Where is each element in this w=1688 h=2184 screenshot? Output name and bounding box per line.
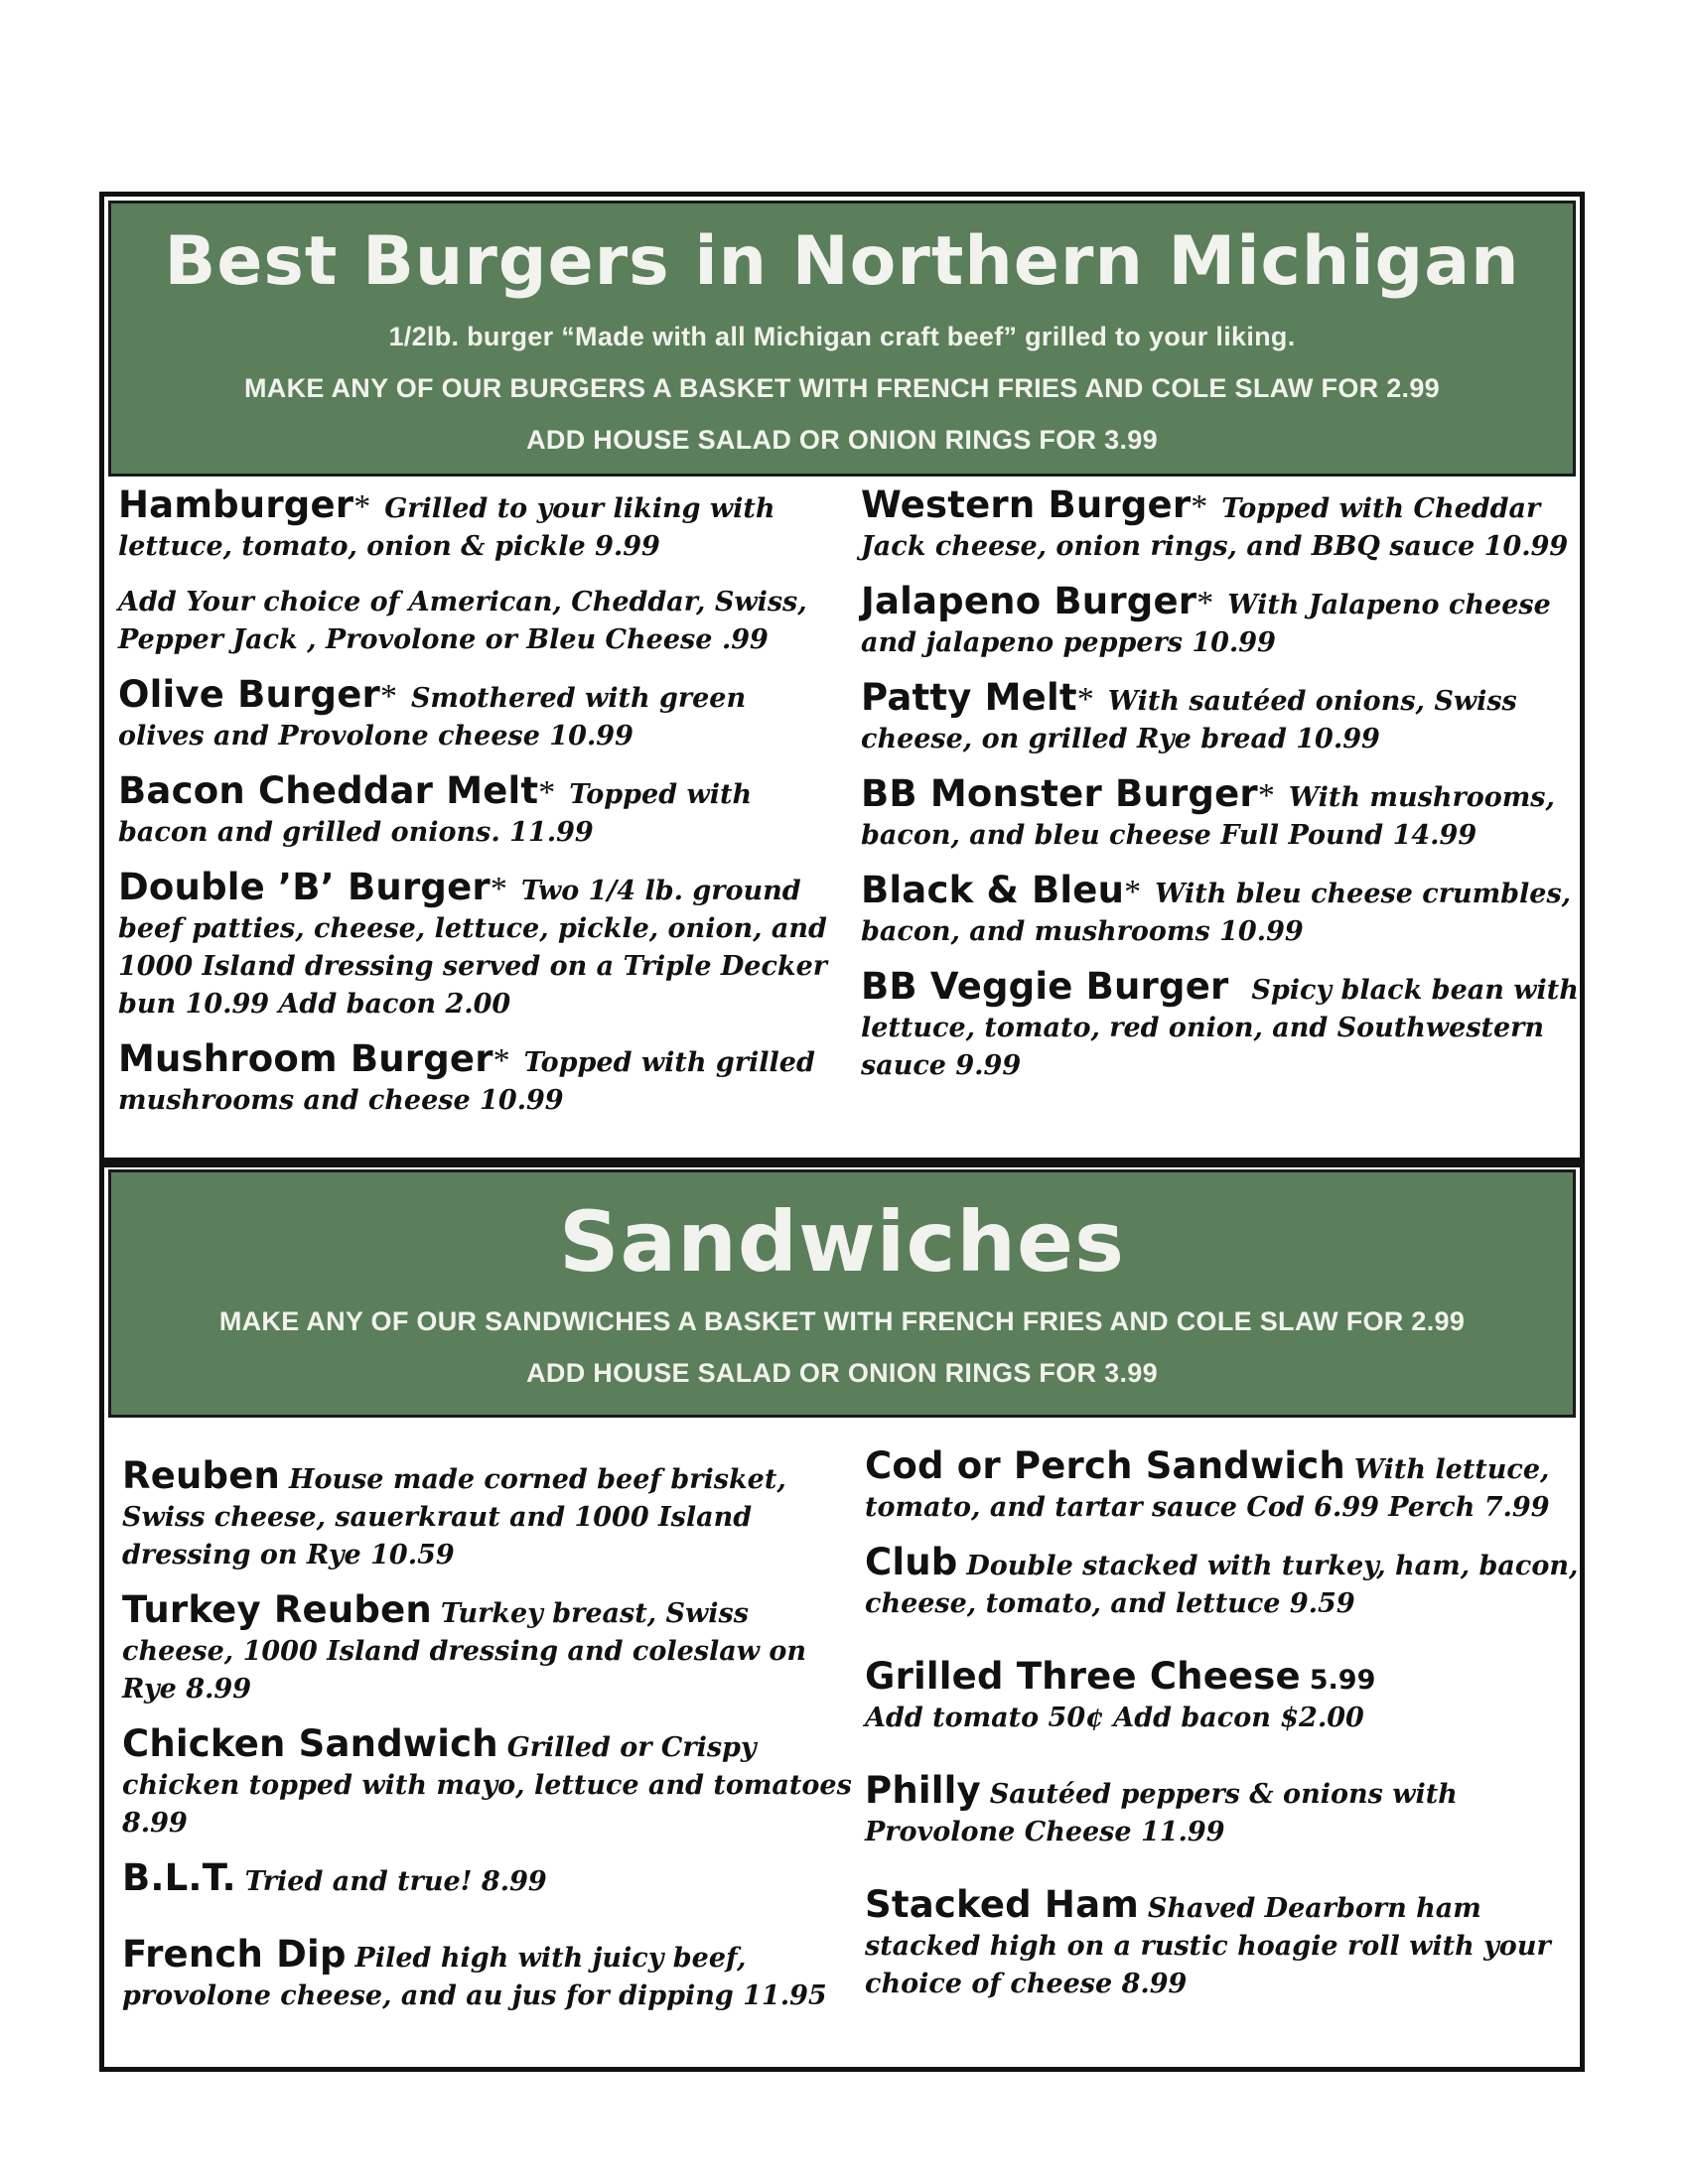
menu-item-double-b-burger [118, 866, 833, 1023]
menu-item-hamburger [118, 483, 833, 565]
burgers-banner [108, 201, 1576, 477]
menu-item-olive-burger [118, 673, 833, 754]
menu-item-bb-monster-burger [861, 772, 1581, 854]
item-name: Chicken Sandwich [122, 1722, 498, 1765]
sandwiches-banner [108, 1169, 1576, 1418]
sandwiches-left-column [122, 1454, 857, 2032]
item-name: French Dip [122, 1933, 347, 1976]
sandwiches-title: Sandwiches [558, 1193, 1126, 1291]
item-star: * [1124, 874, 1142, 910]
item-description: Add tomato 50¢ Add bacon $2.00 [865, 1703, 1364, 1733]
item-description: House made corned beef brisket, Swiss cheese, sauerkraut and 1000 Island dressing on Rye 10.59 [122, 1464, 786, 1570]
sandwiches-basket-note: MAKE ANY OF OUR SANDWICHES A BASKET WITH FRENCH FRIES AND COLE SLAW FOR 2.99 [218, 1306, 1466, 1336]
item-star: * [353, 488, 371, 525]
item-description: With mushrooms, bacon, and bleu cheese Full Pound 14.99 [861, 782, 1555, 851]
burgers-right-column [861, 483, 1581, 1102]
item-name: Club [865, 1541, 958, 1583]
item-name: Mushroom Burger [118, 1037, 493, 1080]
item-description: Smothered with green olives and Provolone cheese 10.99 [118, 683, 747, 751]
section-divider [104, 1158, 1580, 1167]
sandwiches-addon-note: ADD HOUSE SALAD OR ONION RINGS FOR 3.99 [526, 1358, 1158, 1388]
item-name: Hamburger [118, 483, 354, 526]
item-name: Grilled Three Cheese [865, 1655, 1301, 1698]
item-star: * [1191, 488, 1208, 525]
item-description: Topped with grilled mushrooms and cheese 10.99 [118, 1047, 815, 1116]
item-name: Turkey Reuben [122, 1588, 432, 1631]
item-name: Black & Bleu [861, 869, 1125, 911]
item-name: Olive Burger [118, 673, 380, 716]
menu-item-bacon-cheddar-melt [118, 769, 833, 851]
item-description: Add Your choice of American, Cheddar, Swiss, Pepper Jack , Provolone or Bleu Cheese .99 [118, 587, 807, 655]
item-name: Philly [865, 1769, 981, 1812]
item-name: B.L.T. [122, 1856, 236, 1899]
item-name: Stacked Ham [865, 1883, 1139, 1926]
item-description: With lettuce, tomato, and tartar sauce Cod 6.99 Perch 7.99 [865, 1454, 1550, 1523]
item-description: Spicy black bean with lettuce, tomato, red onion, and Southwestern sauce 9.99 [861, 975, 1579, 1081]
menu-item-stacked-ham [865, 1883, 1585, 2002]
item-price: 5.99 [1309, 1665, 1376, 1696]
menu-item-philly [865, 1769, 1585, 1850]
item-star: * [379, 678, 397, 715]
item-name: Bacon Cheddar Melt [118, 769, 539, 812]
item-name: BB Monster Burger [861, 772, 1258, 815]
item-description: Shaved Dearborn ham stacked high on a rustic hoagie roll with your choice of cheese 8.99 [865, 1893, 1551, 1999]
item-description: Double stacked with turkey, ham, bacon, cheese, tomato, and lettuce 9.59 [865, 1551, 1579, 1619]
burgers-title: Best Burgers in Northern Michigan [164, 222, 1520, 301]
menu-item-french-dip [122, 1933, 857, 2014]
menu-item-chicken-sandwich [122, 1722, 857, 1842]
menu-frame [99, 192, 1585, 2072]
item-star: * [492, 1042, 510, 1079]
item-description: With bleu cheese crumbles, bacon, and mushrooms 10.99 [861, 879, 1572, 947]
menu-item-bb-veggie-burger [861, 965, 1581, 1084]
menu-item-black-and-bleu [861, 869, 1581, 950]
item-name: Reuben [122, 1454, 281, 1497]
burgers-left-column [118, 483, 833, 1137]
menu-item-western-burger [861, 483, 1581, 565]
menu-item-blt [122, 1856, 857, 1900]
item-description: Two 1/4 lb. ground beef patties, cheese, lettuce, pickle, onion, and 1000 Island dressing served on a Triple Decker bun 10.99 Add bacon 2.00 [118, 876, 828, 1020]
item-description: Sautéed peppers & onions with Provolone Cheese 11.99 [865, 1779, 1458, 1847]
item-description: Grilled to your liking with lettuce, tomato, onion & pickle 9.99 [118, 493, 775, 562]
item-description: Piled high with juicy beef, provolone cheese, and au jus for dipping 11.95 [122, 1943, 827, 2011]
item-description: With Jalapeno cheese and jalapeno peppers 10.99 [861, 590, 1551, 658]
item-star: * [538, 774, 556, 811]
item-description: Topped with Cheddar Jack cheese, onion rings, and BBQ sauce 10.99 [861, 493, 1569, 562]
item-name: Jalapeno Burger [861, 580, 1197, 622]
item-name: BB Veggie Burger [861, 965, 1229, 1008]
item-name: Cod or Perch Sandwich [865, 1444, 1345, 1487]
menu-item-jalapeno-burger [861, 580, 1581, 661]
item-star: * [1257, 777, 1275, 814]
burgers-subtitle: 1/2lb. burger “Made with all Michigan craft beef” grilled to your liking. [388, 322, 1296, 351]
burgers-addon-note: ADD HOUSE SALAD OR ONION RINGS FOR 3.99 [526, 425, 1158, 455]
item-name: Double ’B’ Burger [118, 866, 491, 908]
menu-item-mushroom-burger [118, 1037, 833, 1119]
item-name: Patty Melt [861, 676, 1077, 719]
menu-item-turkey-reuben [122, 1588, 857, 1707]
menu-item-reuben [122, 1454, 857, 1573]
item-star: * [1196, 585, 1214, 621]
burgers-basket-note: MAKE ANY OF OUR BURGERS A BASKET WITH FRENCH FRIES AND COLE SLAW FOR 2.99 [244, 373, 1440, 403]
item-description: Tried and true! 8.99 [244, 1866, 547, 1897]
item-description: With sautéed onions, Swiss cheese, on grilled Rye bread 10.99 [861, 686, 1517, 754]
item-star: * [490, 871, 507, 907]
item-star: * [1076, 681, 1094, 718]
sandwiches-right-column [865, 1444, 1585, 2020]
item-description: Turkey breast, Swiss cheese, 1000 Island dressing and coleslaw on Rye 8.99 [122, 1598, 807, 1705]
menu-item-club [865, 1541, 1585, 1622]
menu-item-cheese-addon [118, 583, 833, 658]
menu-item-grilled-three-cheese [865, 1655, 1585, 1736]
menu-item-patty-melt [861, 676, 1581, 757]
item-description: Topped with bacon and grilled onions. 11.99 [118, 779, 753, 848]
item-name: Western Burger [861, 483, 1192, 526]
item-description: Grilled or Crispy chicken topped with mayo, lettuce and tomatoes 8.99 [122, 1732, 852, 1839]
menu-item-cod-or-perch [865, 1444, 1585, 1526]
